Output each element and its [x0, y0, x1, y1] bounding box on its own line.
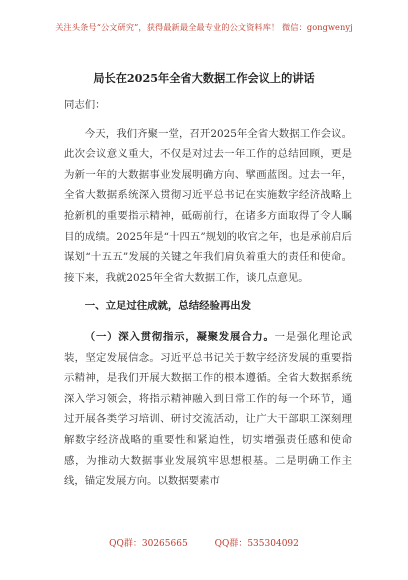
footer-qq-group-2: QQ群：535304092 — [214, 539, 299, 549]
subsection-heading: （一）深入贯彻指示，凝聚发展合力。 — [84, 330, 275, 343]
salutation: 同志们： — [64, 99, 106, 111]
section-heading: 一、立足过往成就，总结经验再出发 — [84, 300, 252, 313]
document-title: 局长在2025年全省大数据工作会议上的讲话 — [93, 71, 315, 85]
header-banner: 关注头条号“公文研究”，获得最新最全最专业的公文资料库！ 微信：gongwenyj — [55, 22, 353, 32]
footer-contact — [0, 536, 408, 549]
body-paragraph: 今天，我们齐聚一堂，召开2025年全省大数据工作会议。此次会议意义重大，不仅是对过去一年工作的总结回顾，更是为新一年的大数据事业发展明确方向、擘画蓝图。过去一年，全省大数据系统深入贯彻习近平总书记在实施数字经济战略上抢新机的重要指示精神，砥砺前行，在诸多方面取得了令人瞩目的成绩。2025年是“十四五”规划的收官之年，也是承前启后谋划“十五五”发展的关键之年我们肩负着重大的责任和使命。接下来，我就2025年全省大数据工作，谈几点意见。 — [64, 127, 352, 284]
subsection-text: 一是强化理论武装，坚定发展信念。习近平总书记关于数字经济发展的重要指示精神，是我们开展大数据工作的根本遵循。全省大数据系统深入学习领会，将指示精神融入到日常工作的每一个环节，通过开展各类学习培训、研讨交流活动，让广大干部职工深刻理解数字经济战略的重要性和紧迫性，切实增强责任感和使命感，为推动大数据事业发展筑牢思想根基。二是明确工作主线，锚定发展方向。以数据要素市 — [64, 330, 353, 488]
document-body — [64, 95, 352, 492]
footer-qq-group-1: QQ群：30265665 — [109, 539, 188, 549]
subsection-paragraph — [64, 327, 352, 492]
